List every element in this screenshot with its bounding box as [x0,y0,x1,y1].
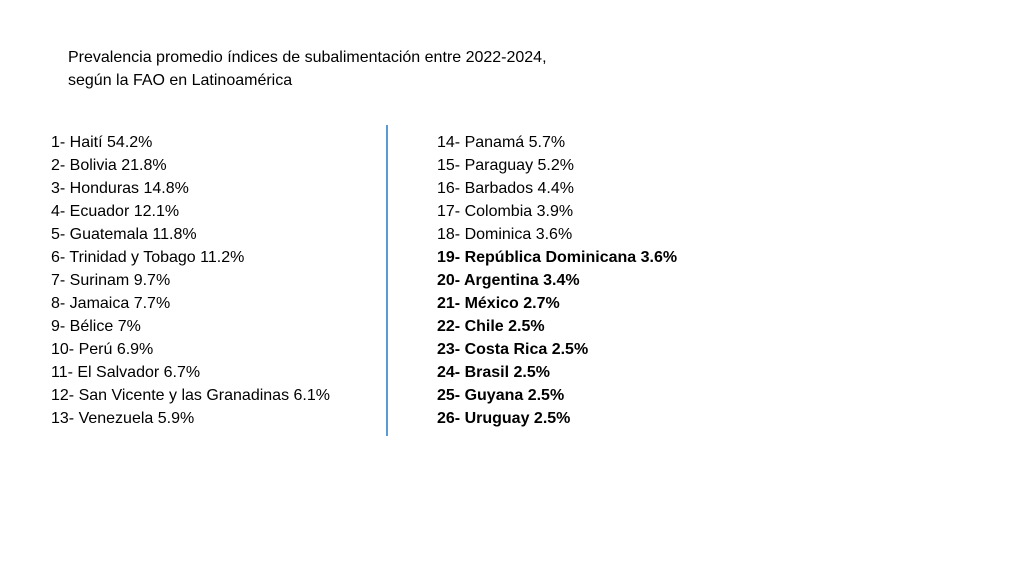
list-item: 6- Trinidad y Tobago 11.2% [51,249,245,266]
title-line-2: según la FAO en Latinoamérica [68,72,293,89]
ranking-list-left [51,131,330,430]
list-item: 3- Honduras 14.8% [51,180,189,197]
list-item: 22- Chile 2.5% [437,318,545,335]
list-item: 1- Haití 54.2% [51,134,153,151]
list-item: 25- Guyana 2.5% [437,387,565,404]
list-item: 10- Perú 6.9% [51,341,154,358]
list-item: 18- Dominica 3.6% [437,226,573,243]
slide-title [68,46,547,92]
list-item: 23- Costa Rica 2.5% [437,341,589,358]
list-item: 4- Ecuador 12.1% [51,203,180,220]
list-item: 13- Venezuela 5.9% [51,410,195,427]
column-divider [386,125,388,436]
list-item: 9- Bélice 7% [51,318,141,335]
list-item: 11- El Salvador 6.7% [51,364,201,381]
list-item: 26- Uruguay 2.5% [437,410,571,427]
list-item: 15- Paraguay 5.2% [437,157,574,174]
list-item: 8- Jamaica 7.7% [51,295,171,312]
list-item: 20- Argentina 3.4% [437,272,580,289]
ranking-list-right [437,131,677,430]
list-item: 17- Colombia 3.9% [437,203,574,220]
list-item: 14- Panamá 5.7% [437,134,566,151]
list-item: 24- Brasil 2.5% [437,364,550,381]
list-item: 5- Guatemala 11.8% [51,226,197,243]
list-item: 21- México 2.7% [437,295,560,312]
list-item: 16- Barbados 4.4% [437,180,574,197]
title-line-1: Prevalencia promedio índices de subalimentación entre 2022-2024, [68,49,547,66]
list-item: 12- San Vicente y las Granadinas 6.1% [51,387,330,404]
list-item: 19- República Dominicana 3.6% [437,249,678,266]
list-item: 2- Bolivia 21.8% [51,157,167,174]
list-item: 7- Surinam 9.7% [51,272,171,289]
